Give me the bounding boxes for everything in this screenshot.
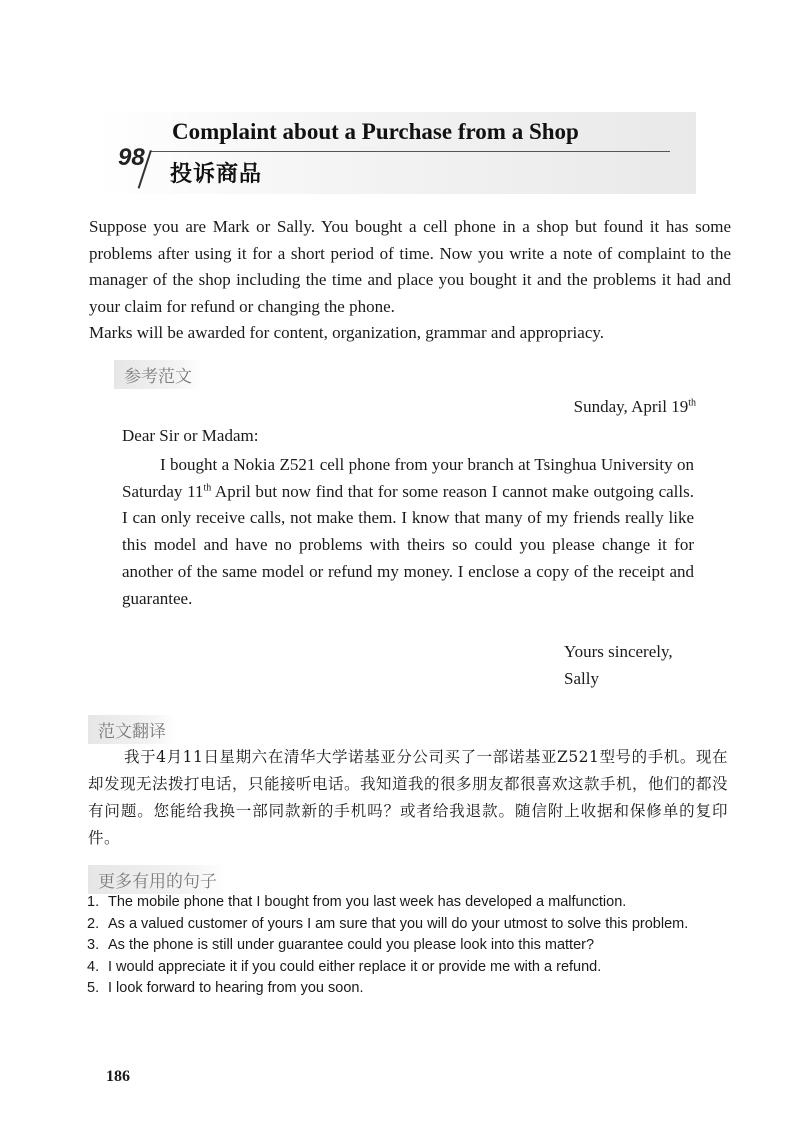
writing-prompt [89,214,731,347]
translation-label: 范文翻译 [88,715,176,744]
item-number: 1. [87,894,100,910]
header-rule [150,151,670,152]
letter-body-part1: I bought a Nokia Z521 cell phone from your branch at Tsinghua University on Saturday 11 [122,455,694,501]
page-title-chinese: 投诉商品 [170,162,263,187]
list-item [87,978,737,1000]
list-item [87,957,737,979]
item-number: 2. [87,915,100,932]
list-item [87,935,737,957]
item-text: I would appreciate it if you could either replace it or provide me with a refund. [108,958,602,975]
sample-label: 参考范文 [114,360,202,389]
item-number: 4. [87,958,100,975]
item-number: 5. [87,980,100,996]
closing-phrase: Yours sincerely, [564,642,673,661]
letter-body-suffix: th [203,482,212,494]
item-text: I look forward to hearing from you soon. [108,980,364,996]
prompt-paragraph: Suppose you are Mark or Sally. You bought a cell phone in a shop but found it has some problems after using it for a short period of time. Now you write a note of complaint to the manager of the shop including the time and place you bought it and the problems it had and your claim for refund or changing the phone. [89,217,731,316]
useful-sentences-list [87,892,737,1000]
letter-closing [564,638,673,692]
date-suffix: th [688,397,696,409]
letter-body [122,452,694,612]
translation-text: 我于4月11日星期六在清华大学诺基亚分公司买了一部诺基亚Z521型号的手机。现在却发现无法拨打电话，只能接听电话。我知道我的很多朋友都很喜欢这款手机，他们的都没有问题。您能给我换一部同款新的手机吗？或者给我退款。随信附上收据和保修单的复印件。 [88,748,729,847]
date-text: Sunday, April 19 [573,397,689,416]
useful-sentences-label: 更多有用的句子 [88,865,227,894]
list-item [87,914,737,936]
letter-body-part2: April but now find that for some reason I cannot make outgoing calls. I can only receive calls, not make them. I know that many of my friends really like this model and have no problems with theirs so could you please change it for another of the same model or refund my money. I enclose a copy of the receipt and guarantee. [122,481,694,608]
item-number: 3. [87,937,100,953]
letter-salutation: Dear Sir or Madam: [122,426,259,445]
item-text: As the phone is still under guarantee could you please look into this matter? [108,937,595,953]
signature: Sally [564,669,599,688]
page-title: Complaint about a Purchase from a Shop [172,119,579,144]
letter-date [574,397,696,417]
list-item [87,892,737,914]
item-text: As a valued customer of yours I am sure that you will do your utmost to solve this problem. [108,915,689,932]
section-number: 98 [118,144,145,171]
page-number: 186 [106,1068,130,1085]
item-text: The mobile phone that I bought from you last week has developed a malfunction. [108,894,627,910]
prompt-marks: Marks will be awarded for content, organization, grammar and appropriacy. [89,323,605,342]
